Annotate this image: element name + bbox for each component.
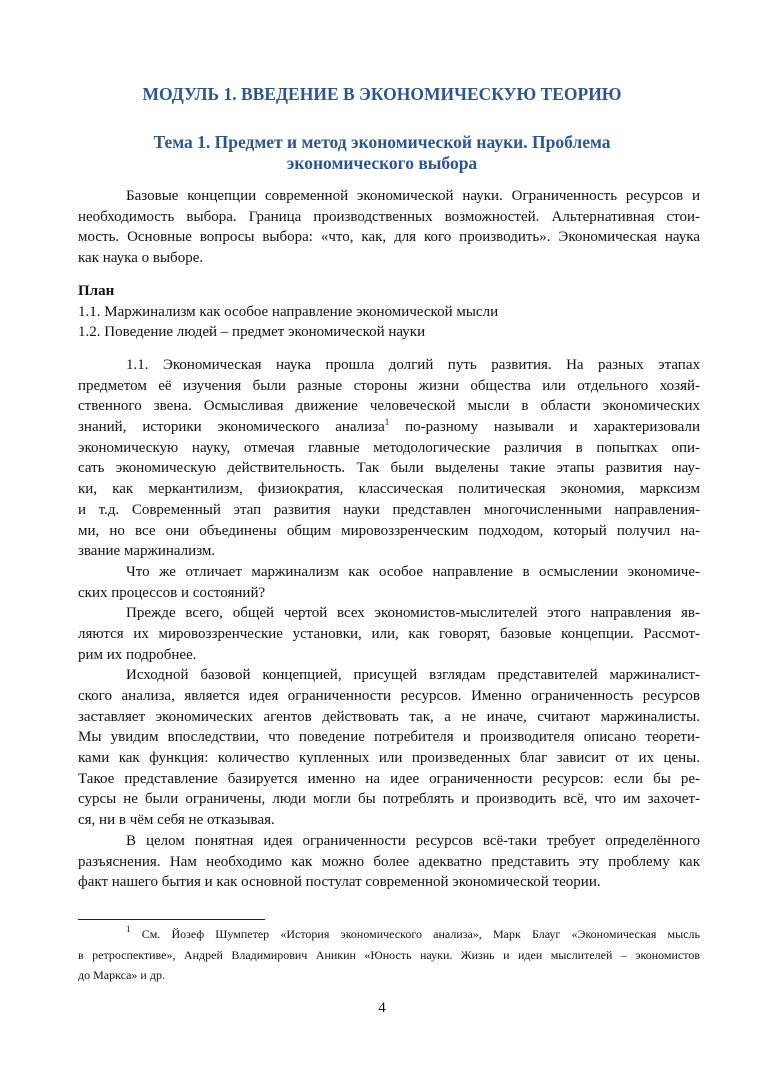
footnote-line: в ретроспективе», Андрей Владимирович Аникин «Юность науки. Жизнь и идеи мыслителей – экономистов (78, 947, 700, 962)
text-line: Что же отличает маржинализм как особое направление в осмыслении экономиче- (126, 563, 700, 580)
text-line: Прежде всего, общей чертой всех экономистов-мыслителей этого направления яв- (126, 605, 700, 622)
text-line: ского анализа, является идея ограниченности ресурсов. Именно ограниченность ресурсов (78, 688, 700, 704)
intro-paragraph (78, 186, 700, 269)
text-line: ками как функция: количество купленных или произведенных благ зависит от их цены. (78, 750, 700, 767)
text-line: рим их подробнее. (78, 646, 197, 663)
text-line: сурсы не были ограничены, люди могли бы потреблять и производить всё, что им захочет- (78, 791, 700, 808)
text-line: факт нашего бытия и как основной постулат современной экономической теории. (78, 874, 601, 891)
text-line: ки, как меркантилизм, физиократия, классическая политическая экономия, марксизм (78, 481, 700, 498)
paragraph (78, 665, 700, 831)
footnote-marker: 1 (126, 924, 131, 934)
text-line: необходимость выбора. Граница производственных возможностей. Альтернативная стои- (78, 208, 700, 225)
text-line: Мы увидим впоследствии, что поведение потребителя и производителя описано теорети- (78, 729, 700, 746)
topic-title (0, 132, 764, 174)
text-line: заставляет экономических агентов действовать так, а не иначе, считают маржиналисты. (78, 708, 700, 725)
footnote-reference[interactable]: 1 (384, 417, 390, 428)
plan-item: 1.2. Поведение людей – предмет экономической науки (78, 324, 426, 341)
plan-title: План (78, 283, 115, 299)
paragraph (78, 831, 700, 893)
body-text (78, 355, 700, 893)
text-line: 1.1. Экономическая наука прошла долгий путь развития. На разных этапах (126, 357, 700, 373)
text-line: ских процессов и состояний? (78, 584, 266, 601)
text-line: сать экономическую действительность. Так были выделены такие этапы развития нау- (78, 460, 700, 477)
footnote-line (78, 926, 700, 947)
text-line (78, 417, 700, 438)
text-line: Исходной базовой концепцией, присущей взглядам представителей маржиналист- (126, 667, 700, 684)
text-line: и т.д. Современный этап развития науки представлен многочисленными направления- (78, 501, 700, 518)
paragraph (78, 355, 700, 562)
plan-item: 1.1. Маржинализм как особое направление экономической мысли (78, 303, 499, 320)
topic-title-line: экономического выбора (286, 153, 478, 173)
paragraph (78, 562, 700, 603)
module-title: МОДУЛЬ 1. ВВЕДЕНИЕ В ЭКОНОМИЧЕСКУЮ ТЕОРИЮ (142, 84, 622, 104)
text-line: как наука о выборе. (78, 250, 204, 267)
text-line: Такое представление базируется именно на идее ограниченности ресурсов: если бы ре- (78, 770, 700, 787)
text-line: В целом понятная идея ограниченности ресурсов всё-таки требует определённого (126, 832, 700, 849)
text-line: разъяснения. Нам необходимо как можно более адекватно представить эту проблему как (78, 853, 700, 870)
text-line: ляются их мировоззренческие установки, или, как говорят, базовые концепции. Рассмот- (78, 625, 700, 642)
text-line: мость. Основные вопросы выбора: «что, как, для кого производить». Экономическая наука (78, 229, 700, 246)
text-line: ственного звена. Осмысливая движение человеческой мысли в области экономических (78, 398, 700, 415)
text-line: предметом её изучения были разные стороны жизни общества или отдельного хозяй- (78, 377, 700, 394)
page-number: 4 (378, 1000, 386, 1016)
text-line: звание маржинализм. (78, 543, 216, 560)
topic-title-line: Тема 1. Предмет и метод экономической науки. Проблема (153, 132, 611, 152)
text-segment: по-разному называли и характеризовали (405, 419, 700, 436)
text-line: экономическую науку, отмечая главные методологические различия в попытках опи- (78, 439, 700, 456)
plan (78, 281, 700, 343)
footnote-separator (78, 919, 265, 920)
paragraph (78, 603, 700, 665)
footnote-line: до Маркса» и др. (78, 968, 165, 983)
footnote-text: См. Йозеф Шумпетер «История экономического анализа», Марк Блауг «Экономическая мысль (141, 927, 700, 941)
footnote (78, 926, 700, 988)
text-line: Базовые концепции современной экономической науки. Ограниченность ресурсов и (126, 188, 700, 204)
text-line: ми, но все они объединены общим мировоззренческим подходом, который получил на- (78, 522, 700, 539)
text-segment: знаний, историки экономического анализа (78, 419, 385, 436)
text-line: ся, ни в чём себя не отказывая. (78, 812, 275, 829)
